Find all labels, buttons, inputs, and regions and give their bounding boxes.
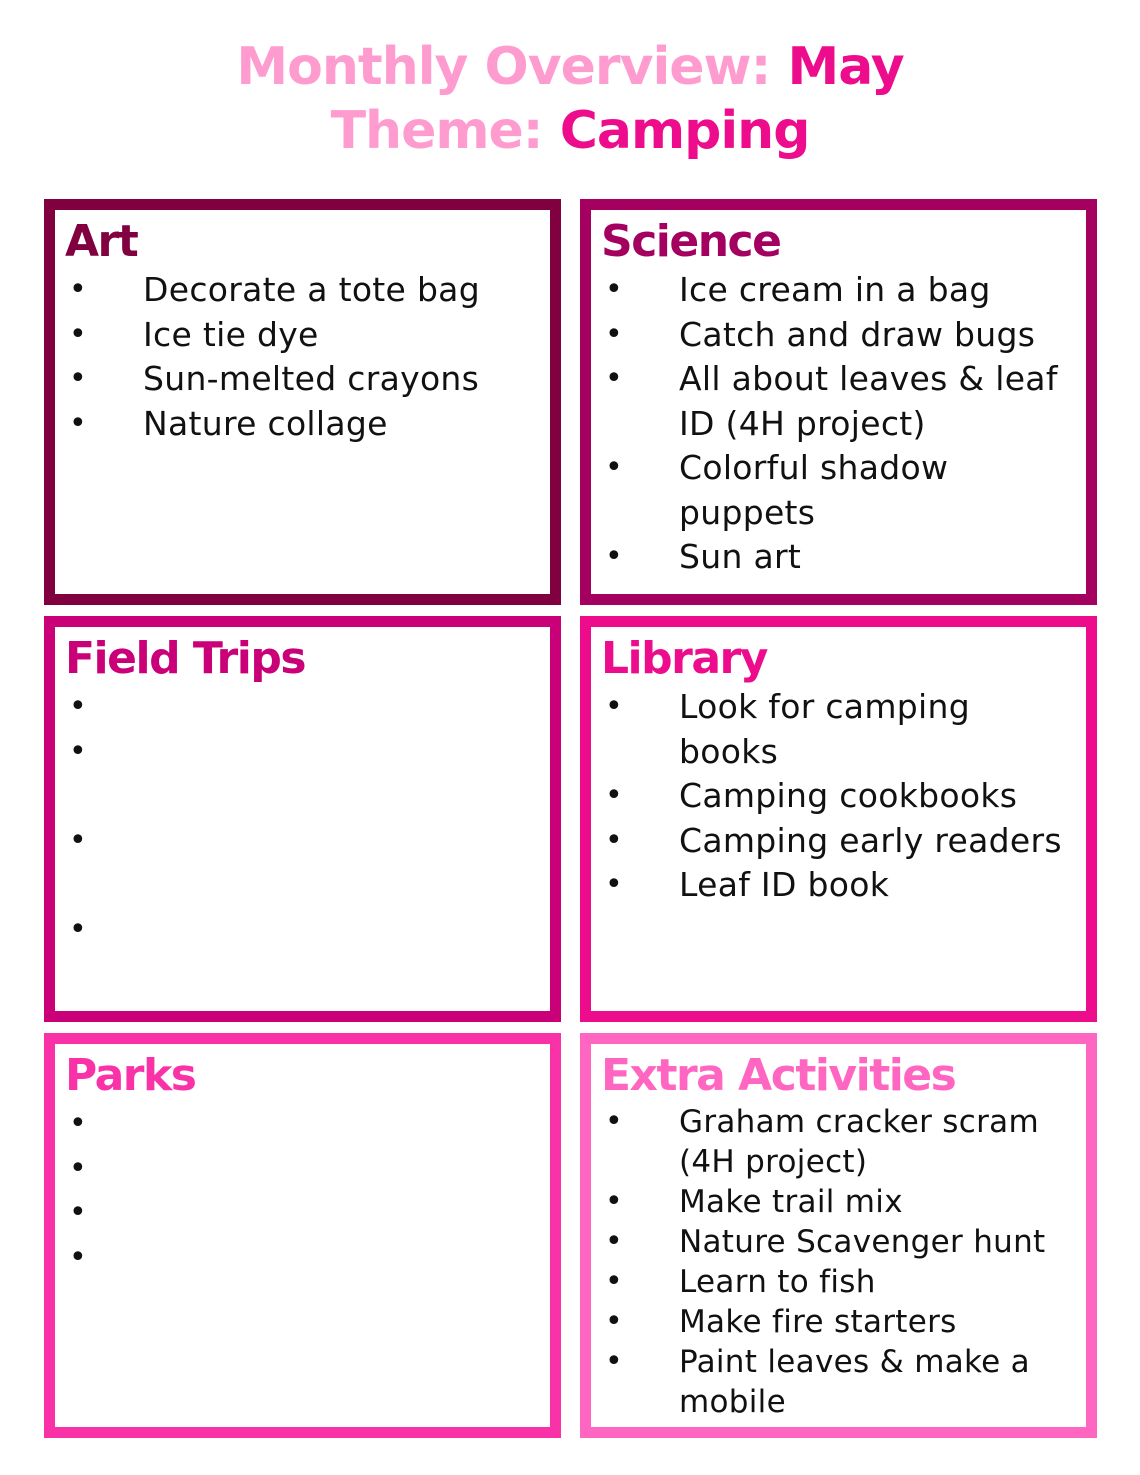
bullet-icon: •	[605, 1344, 623, 1379]
list-item: • Catch and draw bugs	[601, 313, 1076, 358]
science-list	[601, 268, 1076, 580]
bullet-icon: •	[69, 689, 87, 724]
list-item: • Graham cracker scram (4H project)	[605, 1104, 1039, 1180]
bullet-icon: •	[69, 1195, 87, 1230]
bullet-icon: •	[69, 911, 87, 947]
list-item: • Ice tie dye	[65, 313, 540, 358]
bullet-icon: •	[605, 1304, 623, 1339]
bullet-icon: •	[605, 272, 623, 307]
overview-label: Monthly Overview:	[236, 37, 788, 97]
art-list	[65, 268, 540, 446]
bullet-icon: •	[69, 1106, 87, 1141]
list-item	[65, 1102, 540, 1147]
bullet-icon: •	[605, 1264, 623, 1299]
list-item: • Sun-melted crayons	[65, 357, 540, 402]
month-value: May	[787, 37, 904, 97]
art-section	[44, 199, 561, 605]
list-item	[65, 819, 540, 908]
parks-heading: Parks	[65, 1050, 196, 1101]
page-title-line2	[0, 100, 1140, 162]
list-item: • Paint leaves & make a mobile	[605, 1344, 1030, 1420]
field-trips-section	[44, 616, 561, 1022]
list-item	[65, 685, 540, 730]
list-item: • Nature Scavenger hunt	[605, 1224, 1046, 1260]
list-item	[65, 1147, 540, 1192]
extra-activities-list	[601, 1102, 1076, 1422]
bullet-icon: •	[605, 316, 623, 352]
bullet-icon: •	[605, 1184, 623, 1219]
list-item: • Camping early readers	[601, 819, 1076, 864]
list-item: • Decorate a tote bag	[65, 268, 540, 313]
bullet-icon: •	[69, 822, 87, 858]
list-item: • Camping cookbooks	[601, 774, 1076, 819]
page-title-line1	[0, 36, 1140, 98]
field-trips-heading: Field Trips	[65, 633, 306, 684]
bullet-icon: •	[69, 405, 87, 441]
field-trips-list	[65, 685, 540, 952]
art-heading: Art	[65, 216, 138, 267]
parks-section	[44, 1033, 561, 1438]
science-heading: Science	[601, 216, 781, 267]
list-item: • Make fire starters	[605, 1304, 957, 1340]
extra-activities-section	[580, 1033, 1097, 1438]
bullet-icon: •	[605, 1224, 623, 1259]
library-list	[601, 685, 1076, 908]
theme-value: Camping	[559, 101, 810, 161]
bullet-icon: •	[605, 1104, 623, 1139]
bullet-icon: •	[69, 1239, 87, 1275]
bullet-icon: •	[69, 1150, 87, 1186]
list-item: • Ice cream in a bag	[601, 268, 1076, 313]
list-item: • Learn to fish	[605, 1264, 876, 1300]
bullet-icon: •	[605, 778, 623, 813]
list-item: • Sun art	[601, 535, 1076, 580]
list-item	[65, 1236, 540, 1281]
list-item	[65, 730, 540, 819]
library-heading: Library	[601, 633, 767, 684]
list-item: • Leaf ID book	[601, 863, 1076, 908]
list-item: • All about leaves & leaf ID (4H project)	[605, 359, 1058, 443]
parks-list	[65, 1102, 540, 1280]
theme-label: Theme:	[330, 101, 560, 161]
bullet-icon: •	[605, 689, 623, 724]
bullet-icon: •	[69, 733, 87, 769]
science-section	[580, 199, 1097, 605]
library-section	[580, 616, 1097, 1022]
list-item: • Colorful shadow puppets	[605, 448, 949, 532]
bullet-icon: •	[605, 450, 623, 485]
bullet-icon: •	[605, 539, 623, 574]
list-item: • Nature collage	[65, 402, 540, 447]
list-item: • Make trail mix	[605, 1184, 903, 1220]
bullet-icon: •	[69, 361, 87, 396]
list-item: • Look for camping books	[605, 687, 970, 771]
extra-activities-heading: Extra Activities	[601, 1050, 956, 1101]
list-item	[65, 1191, 540, 1236]
bullet-icon: •	[605, 867, 623, 902]
bullet-icon: •	[605, 822, 623, 858]
bullet-icon: •	[69, 316, 87, 352]
bullet-icon: •	[605, 361, 623, 396]
list-item	[65, 908, 540, 953]
bullet-icon: •	[69, 272, 87, 307]
